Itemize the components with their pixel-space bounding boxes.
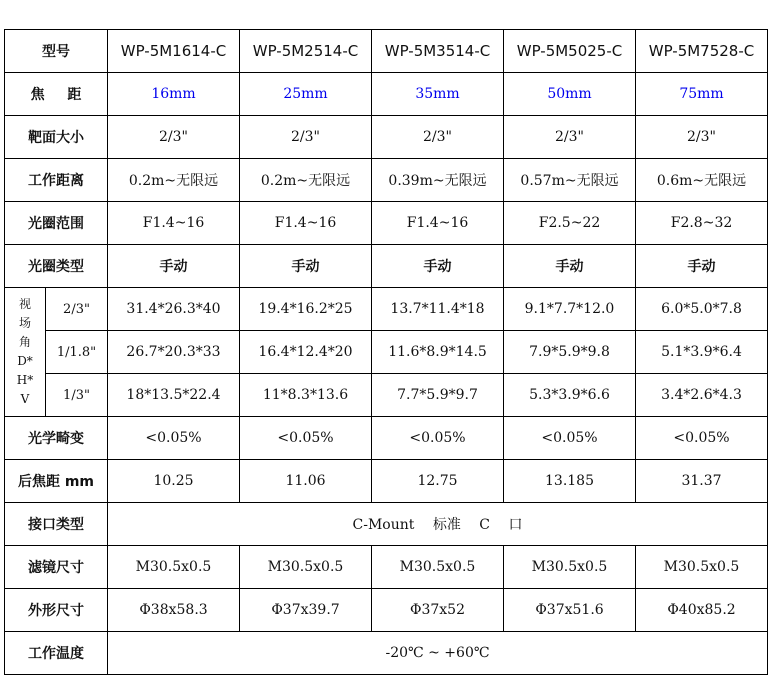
fov-cell: 5.3*3.9*6.6 [504, 374, 636, 417]
distance-cell: 0.39m~无限远 [372, 159, 504, 202]
dimensions-cell: Φ37x52 [372, 589, 504, 632]
filter-cell: M30.5x0.5 [240, 546, 372, 589]
filter-cell: M30.5x0.5 [372, 546, 504, 589]
aperture-type-cell: 手动 [504, 245, 636, 288]
distortion-label: 光学畸变 [5, 417, 108, 460]
target-cell: 2/3" [240, 116, 372, 159]
temperature-cell: -20℃ ~ +60℃ [108, 632, 768, 675]
distortion-cell: <0.05% [636, 417, 768, 460]
model-cell: WP-5M7528-C [636, 30, 768, 73]
distortion-row [5, 417, 768, 460]
model-cell: WP-5M5025-C [504, 30, 636, 73]
back-focal-cell: 12.75 [372, 460, 504, 503]
distance-cell: 0.2m~无限远 [108, 159, 240, 202]
aperture-type-label: 光圈类型 [5, 245, 108, 288]
filter-label: 滤镜尺寸 [5, 546, 108, 589]
fov-cell: 5.1*3.9*6.4 [636, 331, 768, 374]
focal-cell: 50mm [504, 73, 636, 116]
aperture-cell: F1.4~16 [240, 202, 372, 245]
dimensions-cell: Φ37x51.6 [504, 589, 636, 632]
aperture-row [5, 202, 768, 245]
aperture-label: 光圈范围 [5, 202, 108, 245]
distance-cell: 0.2m~无限远 [240, 159, 372, 202]
distance-label: 工作距离 [5, 159, 108, 202]
back-focal-cell: 13.185 [504, 460, 636, 503]
back-focal-cell: 10.25 [108, 460, 240, 503]
filter-cell: M30.5x0.5 [108, 546, 240, 589]
dimensions-row [5, 589, 768, 632]
target-cell: 2/3" [636, 116, 768, 159]
fov-cell: 9.1*7.7*12.0 [504, 288, 636, 331]
aperture-cell: F2.8~32 [636, 202, 768, 245]
aperture-type-cell: 手动 [108, 245, 240, 288]
filter-row [5, 546, 768, 589]
fov-sensor: 1/1.8" [46, 331, 108, 374]
fov-label [5, 288, 46, 417]
fov-label-line: V [20, 392, 30, 406]
aperture-cell: F1.4~16 [108, 202, 240, 245]
aperture-type-cell: 手动 [636, 245, 768, 288]
dimensions-cell: Φ40x85.2 [636, 589, 768, 632]
distance-cell: 0.57m~无限远 [504, 159, 636, 202]
filter-cell: M30.5x0.5 [636, 546, 768, 589]
fov-row [5, 331, 768, 374]
aperture-type-cell: 手动 [372, 245, 504, 288]
distance-row [5, 159, 768, 202]
fov-cell: 3.4*2.6*4.3 [636, 374, 768, 417]
focal-label: 焦 距 [5, 73, 108, 116]
fov-label-line: 视 [18, 297, 31, 311]
model-cell: WP-5M1614-C [108, 30, 240, 73]
distance-cell: 0.6m~无限远 [636, 159, 768, 202]
target-cell: 2/3" [372, 116, 504, 159]
fov-cell: 19.4*16.2*25 [240, 288, 372, 331]
fov-label-line: H* [16, 373, 34, 387]
aperture-type-row [5, 245, 768, 288]
distortion-cell: <0.05% [504, 417, 636, 460]
fov-cell: 11*8.3*13.6 [240, 374, 372, 417]
temperature-label: 工作温度 [5, 632, 108, 675]
fov-cell: 7.7*5.9*9.7 [372, 374, 504, 417]
model-label: 型号 [5, 30, 108, 73]
distortion-cell: <0.05% [240, 417, 372, 460]
fov-sensor: 1/3" [46, 374, 108, 417]
fov-cell: 26.7*20.3*33 [108, 331, 240, 374]
focal-cell: 35mm [372, 73, 504, 116]
model-cell: WP-5M3514-C [372, 30, 504, 73]
fov-cell: 6.0*5.0*7.8 [636, 288, 768, 331]
dimensions-cell: Φ37x39.7 [240, 589, 372, 632]
aperture-cell: F1.4~16 [372, 202, 504, 245]
fov-cell: 31.4*26.3*40 [108, 288, 240, 331]
dimensions-label: 外形尺寸 [5, 589, 108, 632]
back-focal-cell: 31.37 [636, 460, 768, 503]
fov-cell: 16.4*12.4*20 [240, 331, 372, 374]
fov-cell: 13.7*11.4*18 [372, 288, 504, 331]
mount-cell: C-Mount 标准 C 口 [108, 503, 768, 546]
target-row [5, 116, 768, 159]
aperture-type-cell: 手动 [240, 245, 372, 288]
fov-label-line: 场 [18, 316, 31, 330]
focal-row [5, 73, 768, 116]
back-focal-row [5, 460, 768, 503]
target-cell: 2/3" [108, 116, 240, 159]
fov-cell: 18*13.5*22.4 [108, 374, 240, 417]
focal-cell: 75mm [636, 73, 768, 116]
target-label: 靶面大小 [5, 116, 108, 159]
target-cell: 2/3" [504, 116, 636, 159]
mount-label: 接口类型 [5, 503, 108, 546]
model-row [5, 30, 768, 73]
fov-row [5, 374, 768, 417]
back-focal-cell: 11.06 [240, 460, 372, 503]
fov-row [5, 288, 768, 331]
dimensions-cell: Φ38x58.3 [108, 589, 240, 632]
fov-label-line: D* [17, 354, 33, 368]
distortion-cell: <0.05% [372, 417, 504, 460]
aperture-cell: F2.5~22 [504, 202, 636, 245]
distortion-cell: <0.05% [108, 417, 240, 460]
spec-table [4, 29, 768, 675]
focal-cell: 16mm [108, 73, 240, 116]
fov-label-line: 角 [18, 335, 31, 349]
focal-cell: 25mm [240, 73, 372, 116]
fov-sensor: 2/3" [46, 288, 108, 331]
model-cell: WP-5M2514-C [240, 30, 372, 73]
back-focal-label: 后焦距 mm [5, 460, 108, 503]
mount-row [5, 503, 768, 546]
fov-cell: 11.6*8.9*14.5 [372, 331, 504, 374]
temperature-row [5, 632, 768, 675]
fov-cell: 7.9*5.9*9.8 [504, 331, 636, 374]
filter-cell: M30.5x0.5 [504, 546, 636, 589]
